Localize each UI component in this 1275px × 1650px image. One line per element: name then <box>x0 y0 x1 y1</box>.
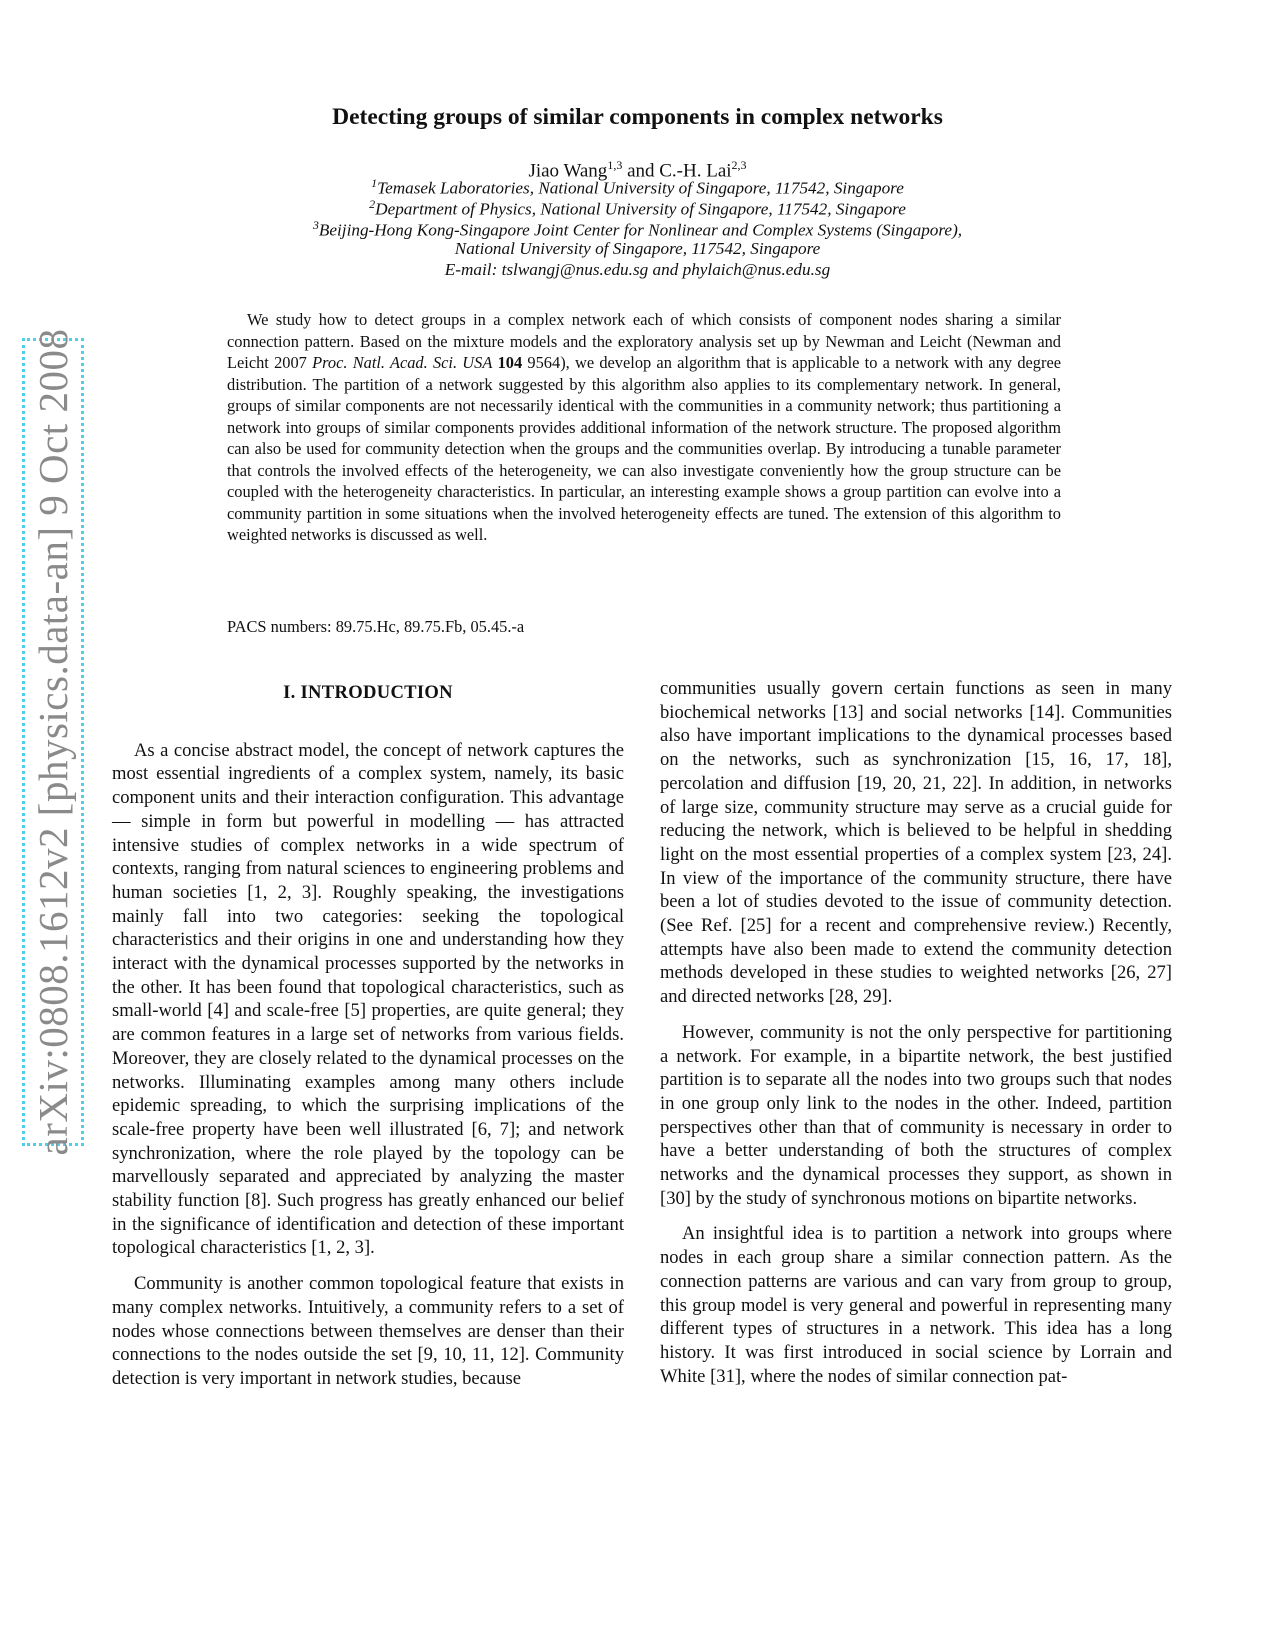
author-1: Jiao Wang <box>528 160 608 182</box>
right-column <box>660 677 1172 1400</box>
author-1-affil: 1,3 <box>607 158 623 172</box>
section-heading: I. INTRODUCTION <box>283 682 453 703</box>
affiliation-2: $^2$Department of Physics, National University of Singapore, 117542, Singapore <box>369 197 906 219</box>
paragraph-4: However, community is not the only perspective for partitioning a network. For example, in a bipartite network, the best justified partition is to separate all the nodes into two groups such that nodes in one group only link to the nodes in the other. Indeed, partition perspectives other than that of community is necessary in order to have a better understanding of both the structures of complex networks and the dynamical processes they support, as shown in [30] by the study of synchronous motions on bipartite networks. <box>660 1021 1172 1209</box>
arxiv-stamp-text: arXiv:0808.1612v2 [physics.data-an] 9 Oct 2008 <box>30 328 76 1156</box>
abstract <box>227 309 1061 546</box>
paragraph-1: As a concise abstract model, the concept of network captures the most essential ingredients of a complex system, namely, its basic component units and their interaction configuration. This advantage — simple in form but powerful in modelling — has attracted intensive studies of complex networks in a wide spectrum of contexts, ranging from natural sciences to engineering problems and human societies [1, 2, 3]. Roughly speaking, the investigations mainly fall into two categories: seeking the topological characteristics and their origins in one and understanding how they interact with the dynamical processes supported by the networks in the other. It has been found that topological characteristics, such as small-world [4] and scale-free [5] properties, are quite general; they are common features in a large set of networks from various fields. Moreover, they are closely related to the dynamical processes on the networks. Illuminating examples among many others include epidemic spreading, to which the surprising implications of the scale-free property have been well illustrated [6, 7]; and network synchronization, where the role played by the topology can be marvellously separated and appreciated by analyzing the master stability function [8]. Such progress has greatly enhanced our belief in the significance of identification and detection of these important topological characteristics [1, 2, 3]. <box>112 739 624 1259</box>
contact-email: E-mail: tslwangj@nus.edu.sg and phylaich@nus.edu.sg <box>444 260 831 279</box>
left-column <box>112 681 624 1403</box>
abstract-volume: 104 <box>497 353 523 372</box>
author-and: and <box>622 160 660 182</box>
author-2-affil: 2,3 <box>731 158 747 172</box>
affiliation-3-cont: National University of Singapore, 117542, Singapore <box>454 239 821 258</box>
author-2: C.-H. Lai <box>659 160 732 182</box>
affiliation-3: $^3$Beijing-Hong Kong-Singapore Joint Center for Nonlinear and Complex Systems (Singapore), <box>312 218 963 240</box>
abstract-text-2: 9564), we develop an algorithm that is applicable to a network with any degree distribution. The partition of a network suggested by this algorithm also applies to its complementary network. In general, groups of similar components are not necessarily identical with the communities in a community network; thus partitioning a network into groups of similar components provides additional information of the network structure. The proposed algorithm can also be used for community detection when the groups and the communities overlap. By introducing a tunable parameter that controls the involved effects of the heterogeneity, we can also investigate conveniently how the group structure can be coupled with the heterogeneity characteristics. In particular, an interesting example shows a group partition can evolve into a community partition in some situations when the involved heterogeneity effects are tuned. The extension of this algorithm to weighted networks is discussed as well. <box>227 353 1061 544</box>
abstract-journal: Proc. Natl. Acad. Sci. USA <box>312 353 493 372</box>
affiliation-1: $^1$Temasek Laboratories, National University of Singapore, 117542, Singapore <box>371 176 904 198</box>
paragraph-5: An insightful idea is to partition a network into groups where nodes in each group share a similar connection pattern. As the connection patterns are various and can vary from group to group, this group model is very general and powerful in representing many different types of structures in a network. This idea has a long history. It was first introduced in social science by Lorrain and White [31], where the nodes of similar connection pat- <box>660 1223 1172 1387</box>
abstract-text-1: We study how to detect groups in a complex network each of which consists of component nodes sharing a similar connection pattern. Based on the mixture models and the exploratory analysis set up by Newman and Leicht (Newman and Leicht 2007 <box>227 310 1061 372</box>
paragraph-2: Community is another common topological feature that exists in many complex networks. Intuitively, a community refers to a set of nodes whose connections between themselves are denser than their connections to the nodes outside the set [9, 10, 11, 12]. Community detection is very important in network studies, because <box>112 1273 624 1389</box>
paper-title: Detecting groups of similar components in complex networks <box>332 104 943 130</box>
pacs-numbers: PACS numbers: 89.75.Hc, 89.75.Fb, 05.45.-a <box>227 617 525 636</box>
arxiv-stamp <box>22 328 84 1156</box>
paragraph-3: communities usually govern certain functions as seen in many biochemical networks [13] and social networks [14]. Communities also have important implications to the dynamical processes based on the networks, such as synchronization [15, 16, 17, 18], percolation and diffusion [19, 20, 21, 22]. In addition, in networks of large size, community structure may serve as a crucial guide for reducing the network, which is believed to be helpful in shedding light on the most essential properties of a complex system [23, 24]. In view of the importance of the community structure, there have been a lot of studies devoted to the issue of community detection. (See Ref. [25] for a recent and comprehensive review.) Recently, attempts have also been made to extend the community detection methods developed in these studies to weighted networks [26, 27] and directed networks [28, 29]. <box>660 678 1172 1008</box>
